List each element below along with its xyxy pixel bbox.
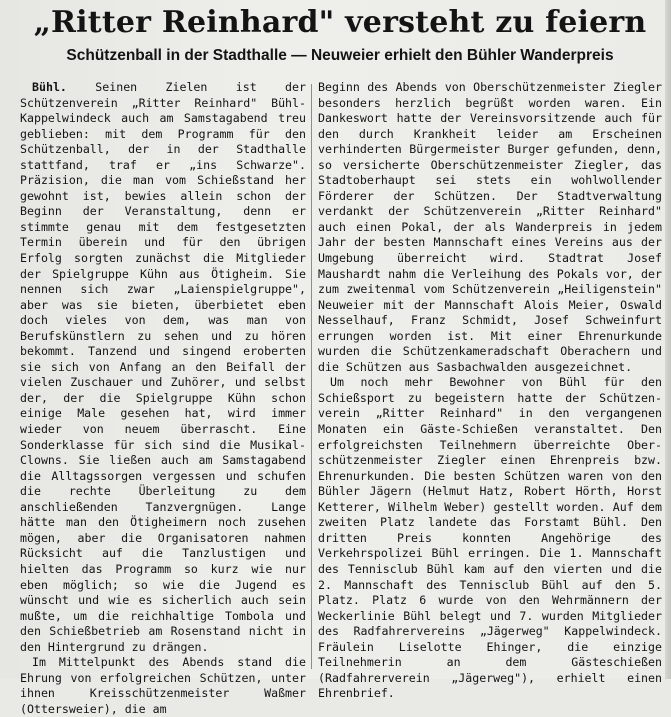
right-column [318,80,662,702]
column-divider [311,84,312,669]
right-paragraph-1: Beginn des Abends von Oberschützenmeister Ziegler besonders herzlich begrüßt worden waren. Ein Dankeswort hatte der Vereinsvorsitzende auch für den durch Krankheit leider am Erscheinen verhinderten Bürgermeister Burger gefunden, denn, so versicherte Oberschützenmeister Ziegler, das Stadtoberhaupt sei stets ein wohlwollender Förderer der Schützen. Der Stadtverwaltung verdankt der Schützenverein „Ritter Reinhard" auch einen Pokal, der als Wanderpreis in jedem Jahr der besten Mannschaft eines Vereins aus der Umgebung überreicht wird. Stadtrat Josef Maushardt nahm die Verleihung des Pokals vor, der zum zweitenmal vom Schützenverein „Heiligenstein" Neuweier mit der Mannschaft Alois Meier, Oswald Nesselhauf, Franz Schmidt, Josef Schweinfurt errungen worden ist. Mit einer Ehrenurkunde wurden die Schützenkameradschaft Oberachern und die Schützen aus Sasbachwalden ausgezeichnet. [318,80,662,374]
left-paragraph-2: Im Mittelpunkt des Abends stand die Ehrung von erfolgreichen Schützen, unter ihnen Kreisschützenmeister Waßmer (Ottersweier), die am [20,655,306,716]
subheadline: Schützenball in der Stadthalle — Neuweier erhielt den Bühler Wanderpreis [66,47,614,64]
page-edge [665,0,671,679]
right-paragraph-2: Um noch mehr Bewohner von Bühl für den Schießsport zu begeistern hatte der Schützenverein „Ritter Reinhard" in den vergangenen Monaten ein Gäste-Schießen veranstaltet. Den erfolgreichsten Teilnehmern überreichte Oberschützenmeister Ziegler einen Ehrenpreis bzw. Ehrenurkunden. Die besten Schützen waren von den Bühler Jägern (Helmut Hatz, Robert Hörth, Horst Ketterer, Wilhelm Weber) gestellt worden. Auf dem zweiten Platz landete das Forstamt Bühl. Den dritten Preis konnten Angehörige des Verkehrspolizei Bühl erringen. Die 1. Mannschaft des Tennisclub Bühl kam auf den vierten und die 2. Mannschaft des Tennisclub Bühl auf den 5. Platz. Platz 6 wurde von den Wehrmännern der Weckerlinie Bühl belegt und 7. wurden Mitglieder des Radfahrervereins „Jägerweg" Kappelwindeck. Fräulein Liselotte Ehinger, die einzige Teilnehmerin an dem Gästeschießen (Radfahrerverein „Jägerweg"), erhielt einen Ehrenbrief. [318,375,662,701]
dateline: Bühl. [32,80,67,94]
left-paragraph-1-text: Seinen Zielen ist der Schützenverein „Ritter Reinhard" Bühl-Kappelwindeck auch am Samstagabend treu geblieben: mit dem Programm für den Schützenball, der in der Stadthalle stattfand, traf er „ins Schwarze". Präzision, die man vom Schießstand her gewohnt ist, bewies allein schon der Beginn der Veranstaltung, denn er stimmte genau mit dem festgesetzten Termin überein und für den übrigen Erfolg sorgten zunächst die Mitglieder der Spielgruppe Kühn aus Ötigheim. Sie nennen sich zwar „Laienspielgruppe", aber was sie bieten, überbietet eben doch vieles von dem, was man von Berufskünstlern zu sehen und zu hören bekommt. Tanzend und singend eroberten sie sich von Anfang an den Beifall der vielen Zuschauer und Zuhörer, und selbst der, der die Spielgruppe Kühn schon einige Male gesehen hat, wird immer wieder von neuem überrascht. Eine Sonderklasse für sich sind die Musikal-Clowns. Sie ließen auch am Samstagabend die Alltagssorgen vergessen und schufen die rechte Überleitung zu dem anschließenden Tanzvergnügen. Lange hätte man den Ötigheimern noch zusehen mögen, aber die Organisatoren nahmen Rücksicht auf die Tanzlustigen und hielten das Programm so kurz wie nur eben möglich; so wie die Jugend es wünscht und wie es sicherlich auch sein mußte, um die reichhaltige Tombola und den Schießbetrieb am Rosenstand nicht in den Hintergrund zu drängen. [20,80,306,654]
left-paragraph-1 [20,80,306,655]
left-column [20,80,306,717]
headline: „Ritter Reinhard" versteht zu feiern [33,5,647,40]
